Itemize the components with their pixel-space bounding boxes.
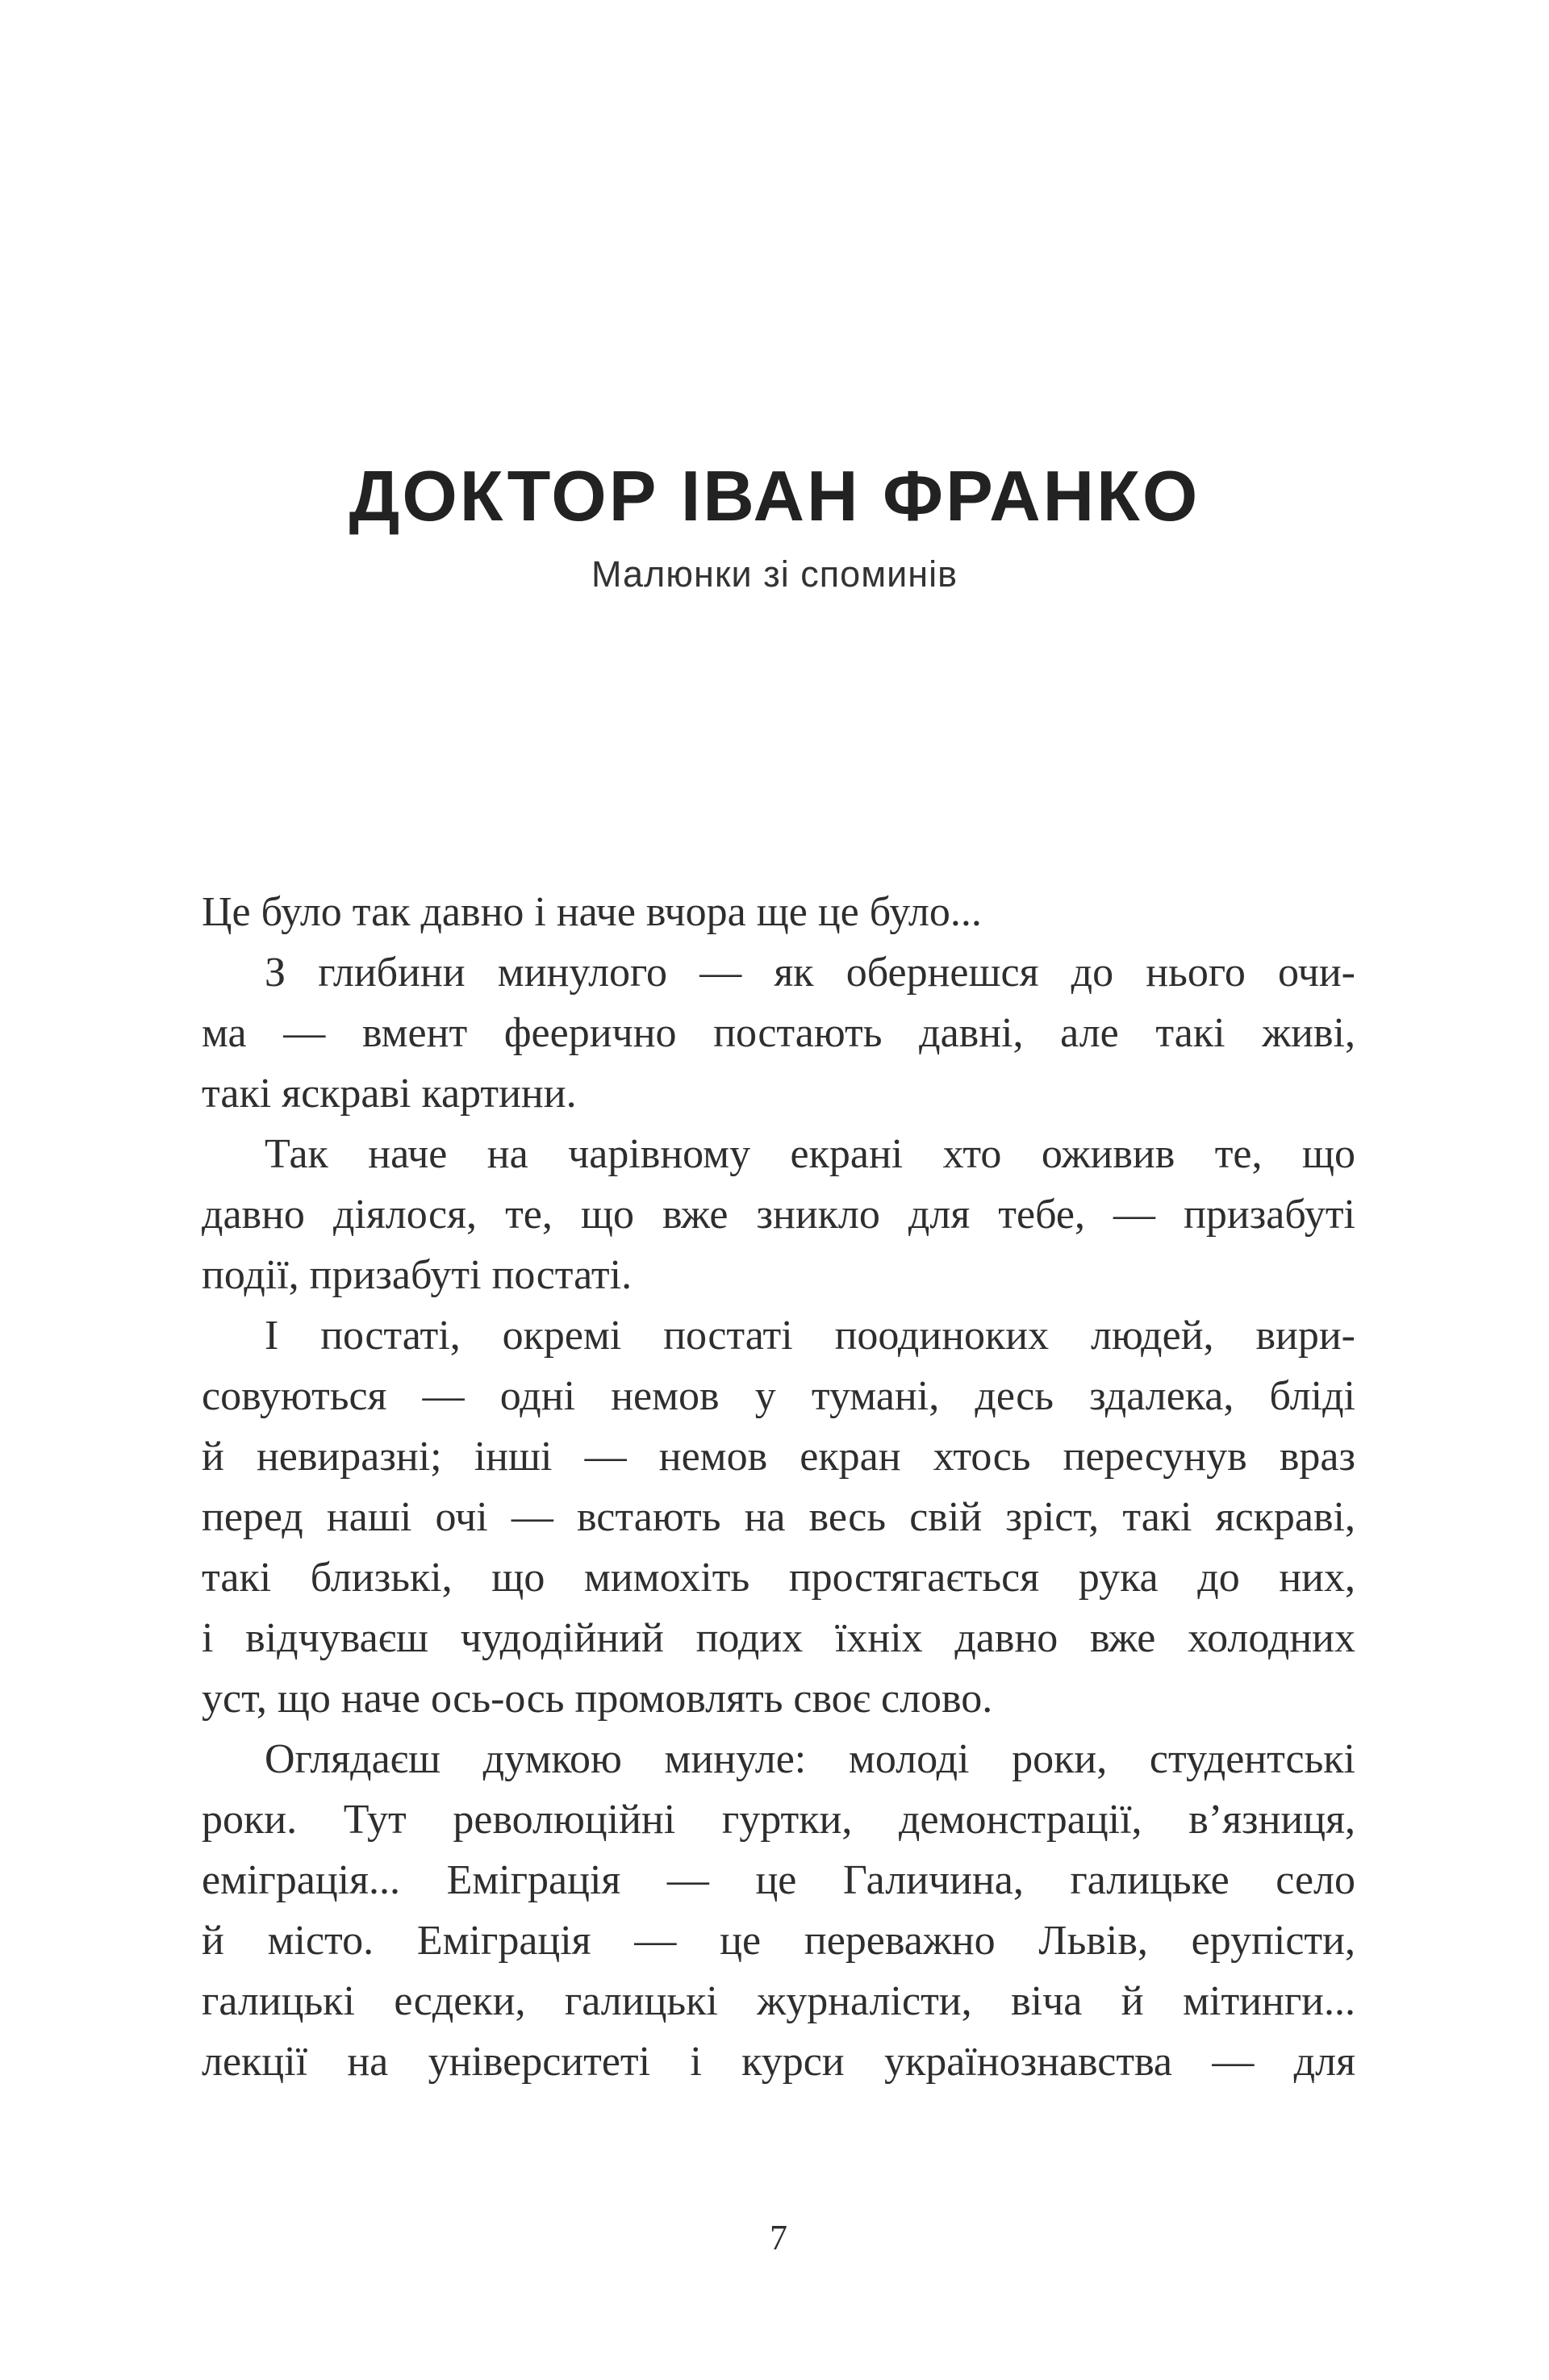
- text-line: Це було так давно і наче вчора ще це було...: [202, 889, 982, 935]
- text-line: такі близькі, що мимохіть простягається рука до них,: [202, 1555, 1355, 1601]
- text-line: Так наче на чарівному екрані хто оживив те, що: [265, 1131, 1355, 1177]
- text-line: події, призабуті постаті.: [202, 1252, 633, 1298]
- text-line: еміграція... Еміграція — це Галичина, галицьке село: [202, 1857, 1355, 1903]
- text-line: такі яскраві картини.: [202, 1071, 577, 1117]
- body-text: [202, 882, 1355, 2092]
- text-line: І постаті, окремі постаті поодиноких людей, вири-: [265, 1313, 1355, 1359]
- text-line: З глибини минулого — як обернешся до нього очи-: [265, 950, 1355, 996]
- text-line: і відчуваєш чудодійний подих їхніх давно вже холодних: [202, 1615, 1355, 1661]
- text-line: перед наші очі — встають на весь свій зріст, такі яскраві,: [202, 1494, 1355, 1540]
- page-title: ДОКТОР ІВАН ФРАНКО: [349, 455, 1200, 536]
- text-line: давно діялося, те, що вже зникло для тебе, — призабуті: [202, 1192, 1355, 1238]
- text-line: совуються — одні немов у тумані, десь здалека, бліді: [202, 1373, 1355, 1419]
- page-subtitle: Малюнки зі споминів: [591, 553, 958, 595]
- text-line: лекції на університеті і курси українознавства — для: [202, 2039, 1355, 2085]
- text-line: галицькі есдеки, галицькі журналісти, віча й мітинги...: [202, 1978, 1355, 2024]
- page-number: 7: [770, 2218, 787, 2257]
- text-line: Оглядаєш думкою минуле: молоді роки, студентські: [265, 1736, 1355, 1782]
- text-line: роки. Тут революційні гуртки, демонстрації, в’язниця,: [202, 1797, 1355, 1843]
- text-line: уст, що наче ось-ось промовлять своє слово.: [202, 1676, 993, 1722]
- text-line: й місто. Еміграція — це переважно Львів, ерупісти,: [202, 1918, 1355, 1964]
- text-line: й невиразні; інші — немов екран хтось пересунув враз: [202, 1434, 1355, 1480]
- text-line: ма — вмент феерично постають давні, але такі живі,: [202, 1010, 1355, 1056]
